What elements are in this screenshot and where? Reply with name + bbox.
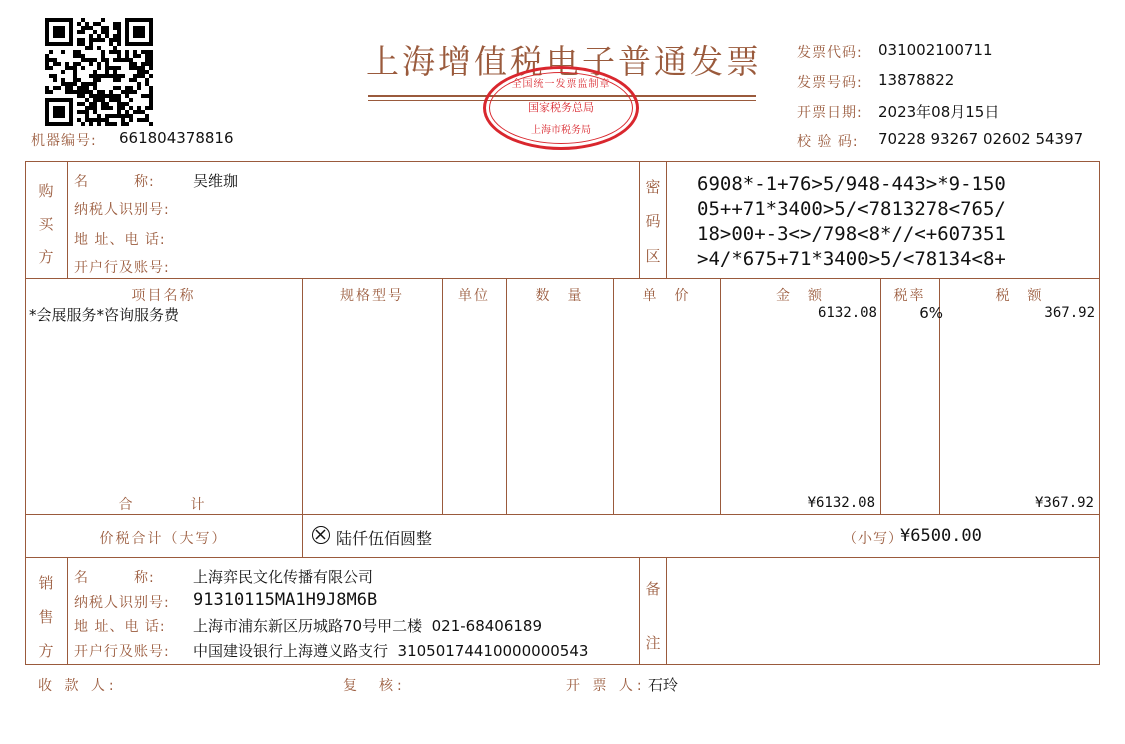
cipher-divider-right [666, 161, 667, 278]
seal-bottom-text: 上海市税务局 [531, 125, 591, 136]
buyer-name: 吴维珈 [193, 172, 239, 190]
col-divider-amount [720, 278, 721, 514]
subtotal-amount: ¥6132.08 [807, 495, 875, 511]
row-divider-items [25, 514, 1100, 515]
total-label: 价税合计（大写） [99, 531, 228, 547]
remarks-divider-right [666, 557, 667, 665]
seller-tax-label: 纳税人识别号: [74, 595, 170, 611]
remarks-section-char-1: 备 [645, 580, 661, 598]
item-row-rate: 6% [919, 304, 943, 322]
seller-section-divider [67, 557, 68, 665]
invoice-date: 2023年08月15日 [878, 103, 1000, 121]
header-qty: 数 量 [535, 288, 584, 304]
qr-code [45, 18, 153, 126]
seller-section-char-1: 销 [38, 574, 54, 592]
col-divider-rate [880, 278, 881, 514]
buyer-addr-label: 地 址、电 话: [74, 232, 166, 248]
subtotal-tax: ¥367.92 [1034, 495, 1094, 511]
invoice-number-label: 发票号码: [797, 75, 863, 91]
row-divider-total [25, 557, 1100, 558]
col-divider-spec [302, 278, 303, 557]
seller-section-char-3: 方 [38, 642, 54, 660]
machine-label: 机器编号: [31, 133, 97, 149]
cipher-line-3: 18>00+-3<>/798<8*//<+607351 [697, 223, 1006, 245]
seller-bank: 中国建设银行上海遵义路支行 31050174410000000543 [193, 642, 589, 660]
seller-addr: 上海市浦东新区历城路70号甲二楼 021-68406189 [193, 617, 543, 635]
invoice-code: 031002100711 [878, 41, 993, 59]
cipher-line-4: >4/*675+71*3400>5/<78134<8+ [697, 248, 1006, 270]
check-code-label: 校 验 码: [797, 134, 859, 150]
buyer-name-label: 名 称: [74, 174, 155, 190]
payee-label: 收 款 人: [38, 678, 118, 694]
seller-section-char-2: 售 [38, 608, 54, 626]
header-spec: 规格型号 [340, 288, 404, 304]
header-unit: 单位 [458, 288, 490, 304]
cipher-line-1: 6908*-1+76>5/948-443>*9-150 [697, 173, 1006, 195]
header-tax: 税 额 [995, 288, 1044, 304]
cipher-divider-left [639, 161, 640, 278]
item-row-name: *会展服务*咨询服务费 [29, 306, 180, 324]
buyer-section-divider [67, 161, 68, 278]
col-divider-price [613, 278, 614, 514]
seller-tax-id: 91310115MA1H9J8M6B [193, 590, 378, 610]
invoice-number: 13878822 [878, 71, 955, 89]
seller-addr-label: 地 址、电 话: [74, 619, 166, 635]
item-row-tax: 367.92 [1044, 305, 1095, 321]
buyer-section-char-3: 方 [38, 248, 54, 266]
tax-seal [483, 66, 639, 150]
header-rate: 税率 [893, 288, 926, 304]
drawer-label: 开 票 人: [566, 678, 646, 694]
header-item-name: 项目名称 [131, 288, 196, 304]
col-divider-qty [506, 278, 507, 514]
total-lower-value: ¥6500.00 [900, 526, 982, 546]
drawer-name: 石玲 [648, 676, 679, 694]
seller-bank-label: 开户行及账号: [74, 644, 170, 660]
cipher-section-char-1: 密 [645, 178, 661, 196]
circled-x-icon [312, 526, 330, 544]
item-row-amount: 6132.08 [817, 305, 877, 321]
seal-top-text: 全国统一发票监制章 [511, 79, 611, 90]
invoice-code-label: 发票代码: [797, 45, 863, 61]
reviewer-label: 复 核: [343, 678, 406, 694]
seller-name: 上海弈民文化传播有限公司 [193, 568, 374, 586]
invoice-date-label: 开票日期: [797, 105, 863, 121]
buyer-tax-label: 纳税人识别号: [74, 202, 170, 218]
check-code: 70228 93267 02602 54397 [878, 130, 1084, 148]
invoice-title: 上海增值税电子普通发票 [366, 42, 762, 81]
cipher-section-char-2: 码 [645, 212, 661, 230]
subtotal-label: 合 计 [118, 497, 209, 513]
cipher-line-2: 05++71*3400>5/<7813278<765/ [697, 198, 1006, 220]
buyer-section-char-2: 买 [38, 215, 54, 233]
header-price: 单 价 [642, 288, 691, 304]
total-lower-label: （小写） [843, 531, 903, 547]
total-upper: 陆仟伍佰圆整 [336, 529, 433, 548]
remarks-divider-left [639, 557, 640, 665]
buyer-bank-label: 开户行及账号: [74, 260, 170, 276]
seal-middle-text: 国家税务总局 [528, 101, 594, 114]
seller-name-label: 名 称: [74, 570, 155, 586]
remarks-section-char-2: 注 [645, 634, 661, 652]
header-amount: 金 额 [776, 288, 824, 304]
col-divider-unit [442, 278, 443, 514]
machine-number: 661804378816 [119, 129, 234, 147]
buyer-section-char-1: 购 [38, 182, 54, 200]
cipher-section-char-3: 区 [645, 247, 661, 265]
